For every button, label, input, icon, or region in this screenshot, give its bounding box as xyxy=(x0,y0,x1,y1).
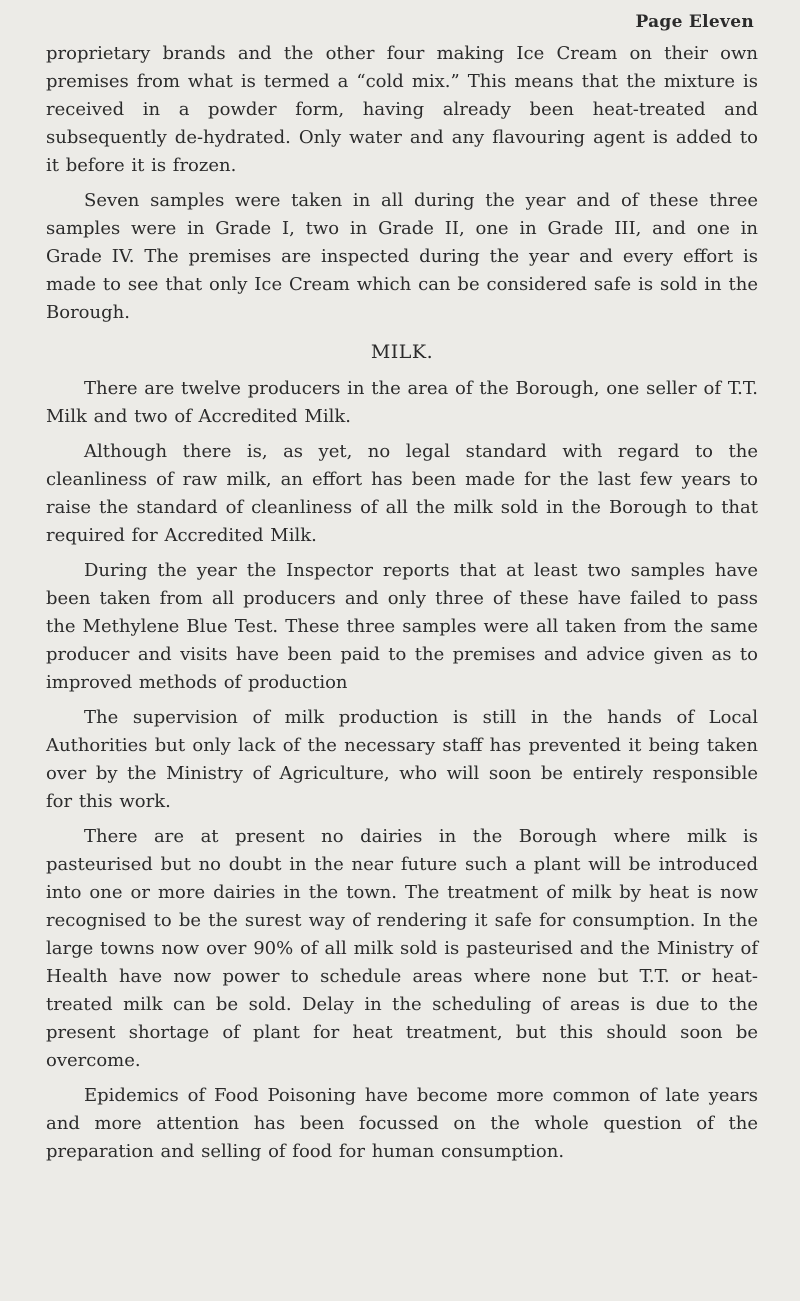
paragraph-milk-supervision: The supervision of milk production is still in the hands of Local Authorities but only lack of the necessary staff has prevented it being taken over by the Ministry of Agriculture, who will soon be entirely responsible for this work. xyxy=(46,707,758,812)
paragraph-milk-pasteurisation: There are at present no dairies in the Borough where milk is pasteurised but no doubt in the near future such a plant will be introduced into one or more dairies in the town. The treatment of milk by heat is now recognised to be the surest way of rendering it safe for consumption. In the large towns now over 90% of all milk sold is pasteurised and the Ministry of Health have now power to schedule areas where none but T.T. or heat-treated milk can be sold. Delay in the scheduling of areas is due to the present shortage of plant for heat treatment, but this should soon be overcome. xyxy=(46,826,758,1071)
paragraph-milk-inspector-samples: During the year the Inspector reports that at least two samples have been taken from all producers and only three of these have failed to pass the Methylene Blue Test. These three samples were all taken from the same producer and visits have been paid to the premises and advice given as to improved methods of production xyxy=(46,560,758,693)
paragraph-milk-producers: There are twelve producers in the area of the Borough, one seller of T.T. Milk and two of Accredited Milk. xyxy=(46,378,758,427)
paragraph-milk-cleanliness: Although there is, as yet, no legal standard with regard to the cleanliness of raw milk, an effort has been made for the last few years to raise the standard of cleanliness of all the milk sold in the Borough to that required for Accredited Milk. xyxy=(46,441,758,546)
paragraph-ice-cream-continued: proprietary brands and the other four making Ice Cream on their own premises from what is termed a “cold mix.” This means that the mixture is received in a powder form, having already been heat-treated and subsequently de-hydrated. Only water and any flavouring agent is added to it before it is frozen. xyxy=(46,43,758,176)
document-body xyxy=(46,40,758,1173)
section-heading-milk: MILK. xyxy=(370,341,434,363)
paragraph-food-poisoning: Epidemics of Food Poisoning have become more common of late years and more attention has been focussed on the whole question of the preparation and selling of food for human consumption. xyxy=(46,1085,758,1162)
page-number: Page Eleven xyxy=(635,12,754,32)
paragraph-ice-cream-samples: Seven samples were taken in all during the year and of these three samples were in Grade I, two in Grade II, one in Grade III, and one in Grade IV. The premises are inspected during the year and every effort is made to see that only Ice Cream which can be considered safe is sold in the Borough. xyxy=(46,190,758,323)
